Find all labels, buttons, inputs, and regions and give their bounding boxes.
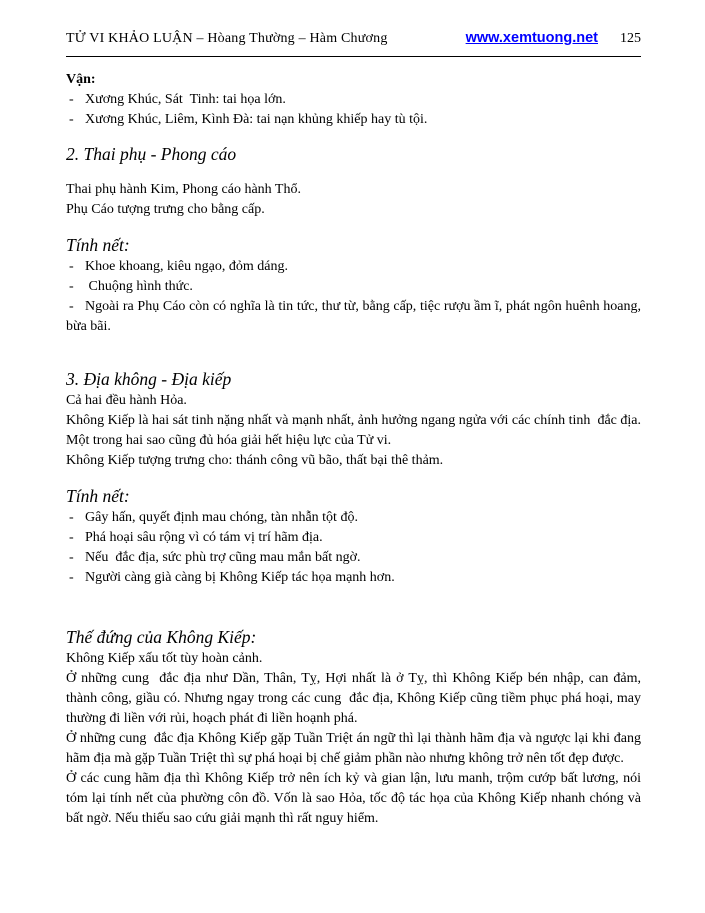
- list-item: [66, 90, 641, 110]
- list-item-text: Gây hấn, quyết định mau chóng, tàn nhẫn tột độ.: [85, 510, 358, 525]
- list-item: [66, 297, 645, 337]
- list-item-text: Khoe khoang, kiêu ngạo, đỏm dáng.: [85, 259, 288, 274]
- page-header: [66, 30, 641, 47]
- bullet-dash: -: [69, 259, 74, 274]
- paragraph: Cả hai đều hành Hỏa.: [66, 393, 187, 408]
- paragraph: Không Kiếp xấu tốt tùy hoàn cảnh.: [66, 651, 263, 666]
- list-item-text: Người càng già càng bị Không Kiếp tác họa mạnh hơn.: [85, 570, 395, 585]
- document-body: [66, 70, 645, 829]
- list-item: [66, 528, 641, 548]
- bullet-dash: -: [69, 570, 74, 585]
- header-divider: [66, 56, 641, 57]
- list-item: [66, 257, 641, 277]
- list-item-text: Chuộng hình thức.: [85, 279, 193, 294]
- paragraph: Thai phụ hành Kim, Phong cáo hành Thổ.: [66, 182, 301, 197]
- section-heading-tinh-net-1: Tính nết:: [66, 235, 130, 255]
- bullet-dash: -: [69, 510, 74, 525]
- list-item-text: Xương Khúc, Sát Tinh: tai họa lớn.: [85, 92, 286, 107]
- list-item: [66, 508, 641, 528]
- paragraph: Ở những cung đắc địa Không Kiếp gặp Tuần Triệt án ngữ thì lại thành hãm địa và ngược lại khi đang hãm địa mà gặp Tuần Triệt thì sự phá hoại bị chế giảm phần nào nhưng không trở nên tốt đẹp được.: [66, 731, 645, 766]
- paragraph: Phụ Cáo tượng trưng cho bằng cấp.: [66, 202, 265, 217]
- paragraph: Không Kiếp tượng trưng cho: thánh công vũ bão, thất bại thê thảm.: [66, 453, 444, 468]
- list-item-text: Ngoài ra Phụ Cáo còn có nghĩa là tin tức, thư từ, bằng cấp, tiệc rượu ầm ĩ, phát ngôn huênh hoang, bừa bãi.: [66, 299, 645, 334]
- paragraph: Ở những cung đắc địa như Dần, Thân, Tỵ, Hợi nhất là ở Tỵ, thì Không Kiếp bén nhập, can đảm, thành công, giầu có. Nhưng ngay trong các cung đắc địa, Không Kiếp cũng tiềm phục phá hoại, may thường đi liền với rủi, hoạch phát đi liền hoạnh phá.: [66, 671, 645, 726]
- section-heading-dia-khong-dia-kiep: 3. Địa không - Địa kiếp: [66, 369, 232, 389]
- list-item: [66, 110, 641, 130]
- bullet-dash: -: [69, 112, 74, 127]
- list-item-text: Xương Khúc, Liêm, Kình Đà: tai nạn khủng khiếp hay tù tội.: [85, 112, 428, 127]
- section-heading-tinh-net-2: Tính nết:: [66, 486, 130, 506]
- bullet-dash: -: [69, 530, 74, 545]
- section-heading-thai-phu-phong-cao: 2. Thai phụ - Phong cáo: [66, 144, 237, 164]
- bullet-dash: -: [69, 279, 74, 294]
- list-item: [66, 568, 641, 588]
- page-number: 125: [620, 31, 641, 46]
- header-right-group: [466, 30, 641, 47]
- bullet-dash: -: [69, 299, 74, 314]
- website-link[interactable]: www.xemtuong.net: [465, 30, 598, 46]
- list-item: [66, 277, 641, 297]
- paragraph: Ở các cung hãm địa thì Không Kiếp trở nên ích kỷ và gian lận, lưu manh, trộm cướp bất lương, nói tóm lại tính nết của phường côn đồ. Vốn là sao Hỏa, tốc độ tác họa của Không Kiếp nhanh chóng và bất ngờ. Nếu thiếu sao cứu giải mạnh thì rất nguy hiểm.: [66, 771, 645, 826]
- van-label: Vận:: [66, 72, 96, 87]
- list-item: [66, 548, 641, 568]
- bullet-dash: -: [69, 550, 74, 565]
- list-item-text: Phá hoại sâu rộng vì có tám vị trí hãm địa.: [85, 530, 323, 545]
- section-heading-the-dung-khong-kiep: Thế đứng của Không Kiếp:: [66, 627, 257, 647]
- paragraph: Không Kiếp là hai sát tinh nặng nhất và mạnh nhất, ảnh hưởng ngang ngửa với các chính tinh đắc địa. Một trong hai sao cũng đủ hóa giải hết hiệu lực của Tử vi.: [66, 413, 645, 448]
- document-title: TỬ VI KHẢO LUẬN – Hòang Thường – Hàm Chương: [66, 31, 388, 46]
- bullet-dash: -: [69, 92, 74, 107]
- list-item-text: Nếu đắc địa, sức phù trợ cũng mau mắn bất ngờ.: [85, 550, 361, 565]
